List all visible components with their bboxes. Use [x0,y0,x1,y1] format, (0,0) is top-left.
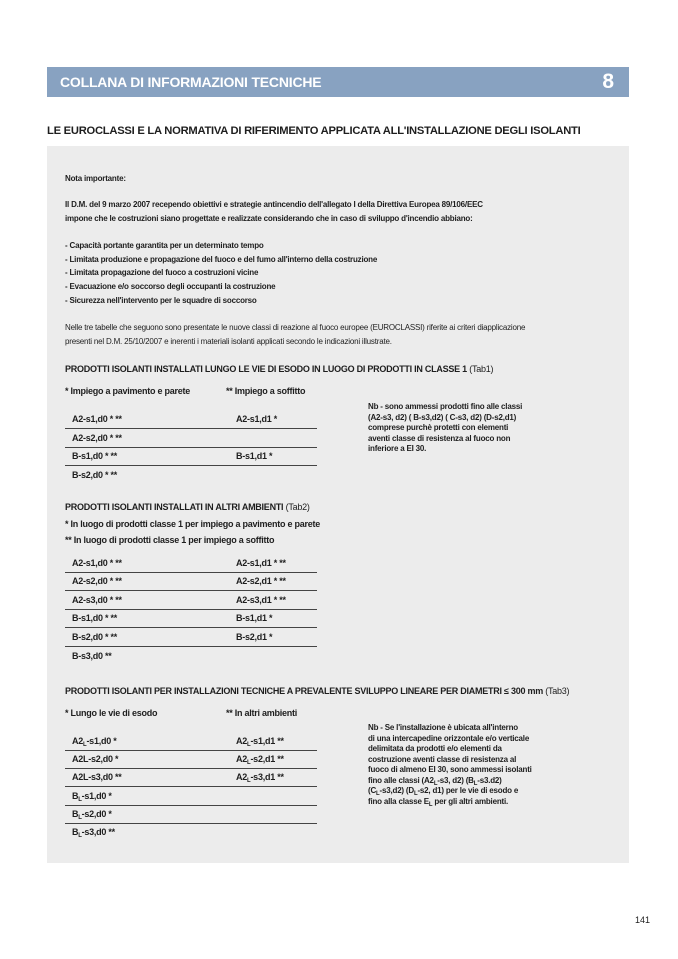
chapter-number: 8 [602,70,614,93]
tab1-cell: B-s1,d1 * [236,451,273,461]
bullet-item: - Sicurezza nell'intervento per le squadre di soccorso [65,296,257,305]
tab3-cell: $B_L-s2,d0$ * [72,809,112,821]
row-divider [65,590,317,591]
row-divider [65,428,317,429]
tab2-subtitle: ** In luogo di prodotti classe 1 per impiego a soffitto [65,535,275,545]
intro-p1-line1: Il D.M. del 9 marzo 2007 recependo obiettivi e strategie antincendio dell'allegato I della Direttiva Europea 89/106/EEC [65,200,483,209]
tab2-cell: A2-s1,d0 * ** [72,558,122,568]
tab2-cell: A2-s3,d0 * ** [72,595,122,605]
tab2-cell: A2-s2,d1 * ** [236,576,286,586]
tab1-col2-header: ** Impiego a soffitto [226,386,306,396]
tab3-cell: A2L-s2,d0 * [72,754,119,764]
tab1-cell: B-s2,d0 * ** [72,470,118,480]
bullet-item: - Evacuazione e/o soccorso degli occupanti la costruzione [65,282,276,291]
tab3-cell: $A2_L-s3,d1$ ** [236,772,284,784]
tab3-cell: A2L-s3,d0 ** [72,772,122,782]
intro-p2-line1: Nelle tre tabelle che seguono sono presentate le nuove classi di reazione al fuoco europee (EUROCLASSI) riferite ai criteri diapplicazione [65,323,526,332]
page-number: 141 [634,915,650,925]
tab3-col1-header: * Lungo le vie di esodo [65,708,158,718]
row-divider [65,609,317,610]
tab1-title: PRODOTTI ISOLANTI INSTALLATI LUNGO LE VIE DI ESODO IN LUOGO DI PRODOTTI IN CLASSE 1 (Tab1) [65,364,494,374]
tab2-cell: B-s1,d1 * [236,613,273,623]
tab1-cell: A2-s1,d0 * ** [72,414,122,424]
tab3-cell: $B_L-s1,d0$ * [72,791,112,803]
tab2-cell: B-s3,d0 ** [72,651,112,661]
section-title: LE EUROCLASSI E LA NORMATIVA DI RIFERIMENTO APPLICATA ALL'INSTALLAZIONE DEGLI ISOLANTI [47,125,581,137]
bullet-item: - Limitata propagazione del fuoco a costruzioni vicine [65,268,259,277]
intro-p1-line2: impone che le costruzioni siano progettate e realizzate considerando che in caso di sviluppo d'incendio abbiano: [65,214,473,223]
row-divider [65,646,317,647]
tab1-col1-header: * Impiego a pavimento e parete [65,386,191,396]
tab2-title: PRODOTTI ISOLANTI INSTALLATI IN ALTRI AMBIENTI (Tab2) [65,502,310,512]
tab1-note: Nb - sono ammessi prodotti fino alle classi (A2-s3, d2) ( B-s3,d2) ( C-s3, d2) (D-s2,d1) comprese purchè protetti con elementi aventi classe di resistenza al fuoco non inferiore a EI 30. [368,402,523,453]
tab3-cell: $A2_L-s1,d1$ ** [236,736,284,748]
tab3-col2-header: ** In altri ambienti [226,708,298,718]
tab2-cell: B-s2,d1 * [236,632,273,642]
intro-p2-line2: presenti nel D.M. 25/10/2007 e inerenti i materiali isolanti applicati secondo le indicazioni illustrate. [65,337,392,346]
tab2-cell: A2-s1,d1 * ** [236,558,286,568]
row-divider [65,465,317,466]
row-divider [65,572,317,573]
row-divider [65,627,317,628]
row-divider [65,768,317,769]
header-title: COLLANA DI INFORMAZIONI TECNICHE [60,74,322,90]
tab3-title: PRODOTTI ISOLANTI PER INSTALLAZIONI TECNICHE A PREVALENTE SVILUPPO LINEARE PER DIAMETRI ≤ 300 mm (Tab3) [65,686,570,696]
row-divider [65,786,317,787]
tab3-cell: $A2_L-s2,d1$ ** [236,754,284,766]
bullet-item: - Capacità portante garantita per un determinato tempo [65,241,264,250]
tab1-cell: A2-s1,d1 * [236,414,278,424]
tab2-cell: B-s2,d0 * ** [72,632,118,642]
tab2-subtitle: * In luogo di prodotti classe 1 per impiego a pavimento e parete [65,519,321,529]
nota-label: Nota importante: [65,174,126,183]
tab1-cell: B-s1,d0 * ** [72,451,118,461]
row-divider [65,823,317,824]
tab2-cell: B-s1,d0 * ** [72,613,118,623]
row-divider [65,750,317,751]
header-band [47,67,629,97]
bullet-item: - Limitata produzione e propagazione del fuoco e del fumo all'interno della costruzione [65,255,378,264]
tab3-cell: $A2_L-s1,d0$ * [72,736,117,748]
row-divider [65,447,317,448]
tab2-cell: A2-s2,d0 * ** [72,576,122,586]
tab2-cell: A2-s3,d1 * ** [236,595,286,605]
tab1-cell: A2-s2,d0 * ** [72,433,122,443]
tab3-cell: $B_L-s3,d0$ ** [72,827,115,839]
row-divider [65,805,317,806]
tab3-note: Nb - Se l'installazione è ubicata all'interno di una intercapedine orizzontale e/o verticale delimitata da prodotti e/o elementi da costruzione aventi classe di resistenza al fuoco di almeno EI 30, sono ammessi isolanti fino alle classi ($A2_L-s3$, d2) $(B_L-s3.d2)$ $(C_L-s3,d2)$ ($D_L-s2$, d1) per le vie di esodo e fino alla classe $E_L$ per gli altri ambienti. [368,723,532,808]
